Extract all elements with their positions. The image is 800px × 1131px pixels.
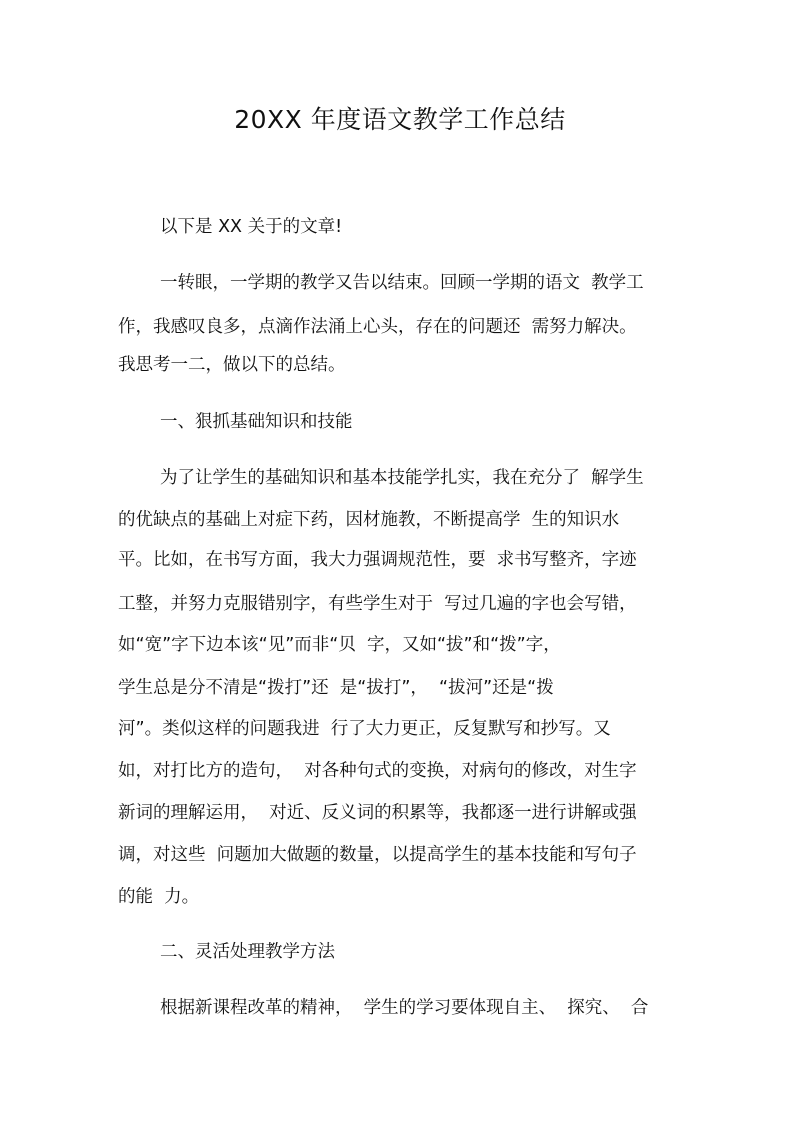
intro-line: 以下是 XX 关于的文章!	[160, 217, 343, 237]
paragraph1-line-1: 一转眼，一学期的教学又告以结束。回顾一学期的语文 教学工	[160, 273, 644, 293]
paragraph2-line-4: 工整，并努力克服错别字，有些学生对于 写过几遍的字也会写错，	[118, 594, 637, 614]
section-heading-1: 一、狠抓基础知识和技能	[160, 412, 353, 432]
section-heading-2: 二、灵活处理教学方法	[160, 942, 335, 962]
paragraph2-line-6: 学生总是分不清是“拨打”还 是“拔打”， “拔河”还是“拨	[118, 678, 554, 698]
paragraph2-line-1: 为了让学生的基础知识和基本技能学扎实，我在充分了 解学生	[160, 468, 644, 488]
paragraph2-line-7: 河”。类似这样的问题我进 行了大力更正，反复默写和抄写。又	[118, 719, 611, 739]
paragraph2-line-11: 的能 力。	[118, 887, 200, 907]
paragraph2-line-9: 新词的理解运用， 对近、反义词的积累等，我都逐一进行讲解或强	[118, 803, 637, 823]
paragraph2-line-3: 平。比如，在书写方面，我大力强调规范性，要 求书写整齐，字迹	[118, 550, 637, 570]
paragraph2-line-10: 调，对这些 问题加大做题的数量，以提高学生的基本技能和写句子	[118, 845, 637, 865]
paragraph1-line-2: 作，我感叹良多，点滴作法涌上心头，存在的问题还 需努力解决。	[118, 317, 637, 337]
paragraph2-line-8: 如，对打比方的造句， 对各种句式的变换，对病句的修改，对生字	[118, 761, 637, 781]
document-title: 20XX 年度语文教学工作总结	[234, 105, 566, 134]
paragraph3-line-1: 根据新课程改革的精神， 学生的学习要体现自主、 探究、 合	[160, 998, 649, 1018]
paragraph2-line-5: 如“宽”字下边本该“见”而非“贝 字，又如“拔”和“拨”字，	[118, 635, 561, 655]
paragraph2-line-2: 的优缺点的基础上对症下药，因材施教，不断提高学 生的知识水	[118, 510, 620, 530]
paragraph1-line-3: 我思考一二，做以下的总结。	[118, 355, 346, 375]
